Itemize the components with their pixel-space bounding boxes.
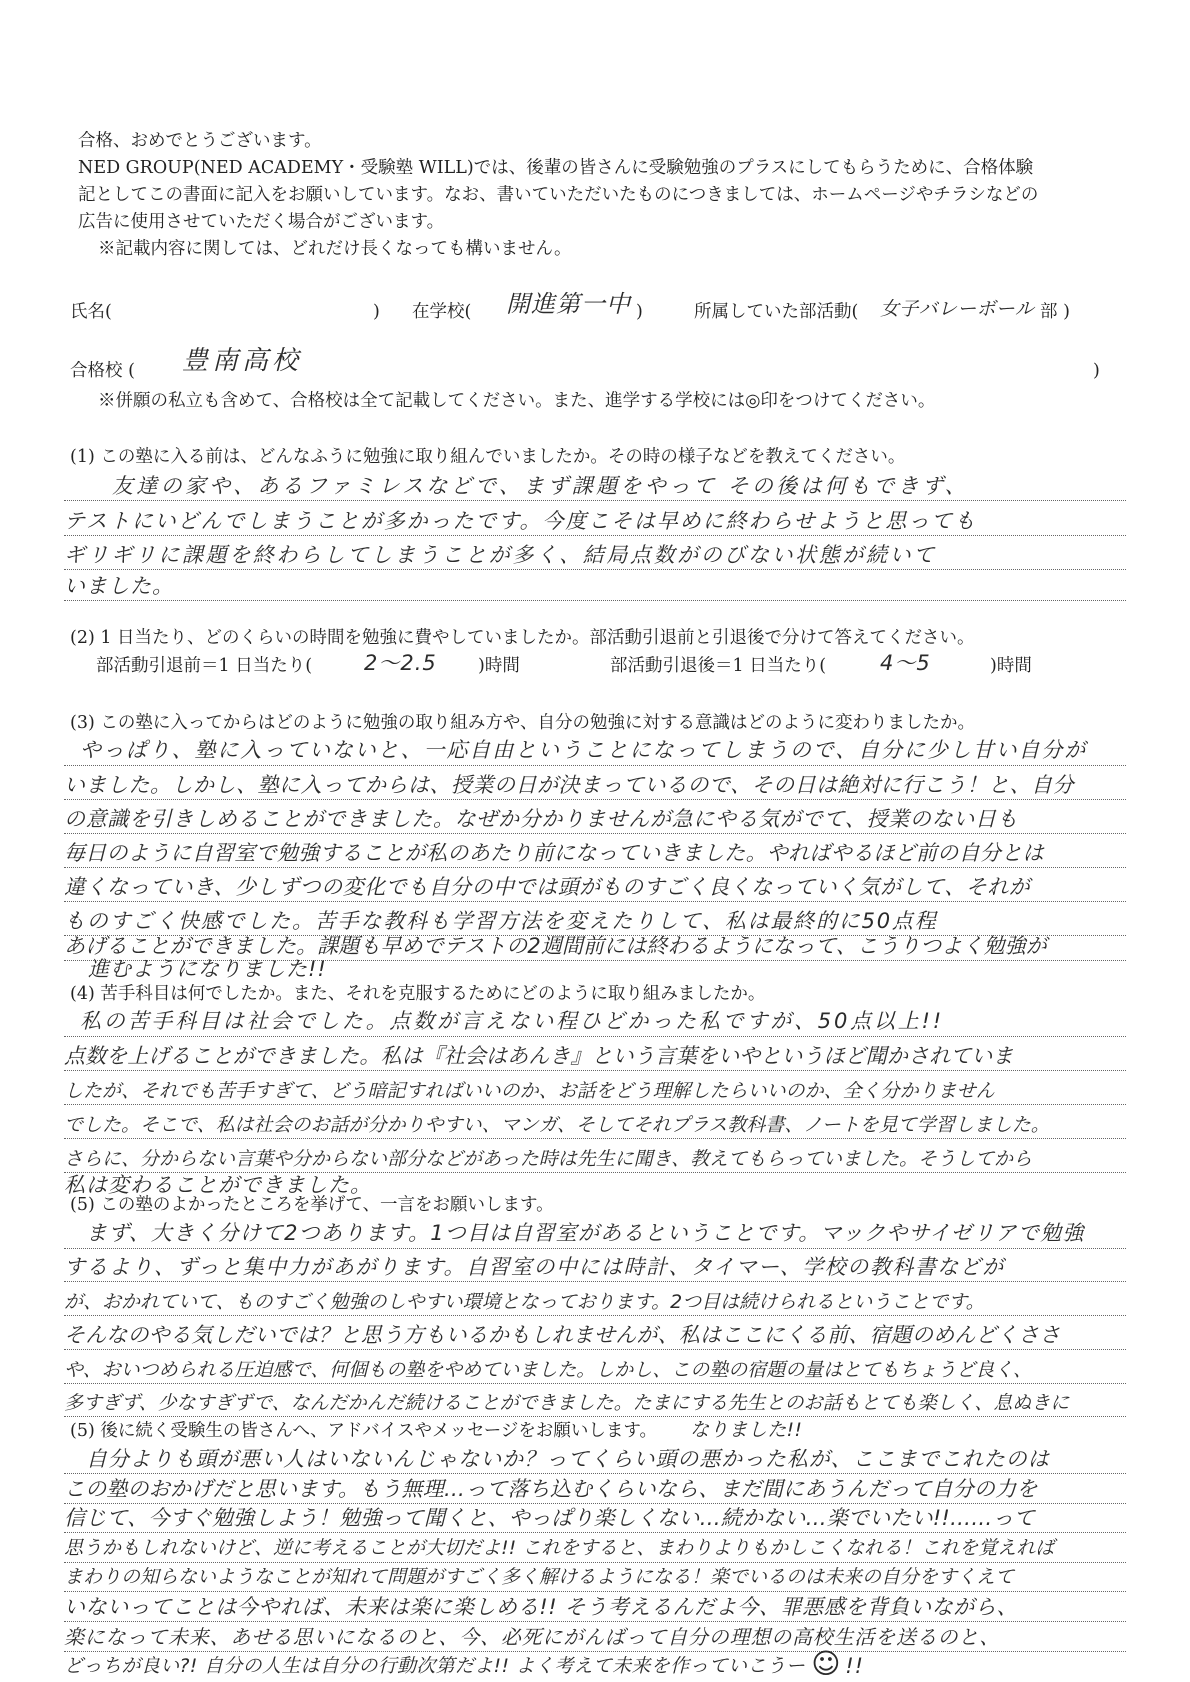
smile-face-icon: ☺ <box>811 1647 841 1681</box>
club-value[interactable]: 女子バレーボール <box>880 298 1035 320</box>
rule-line <box>64 1315 1126 1316</box>
q4-answer-line[interactable]: でした。そこで、私は社会のお話が分かりやすい、マンガ、そしてそれプラス教科書、ノートを見て学習しました。 <box>64 1114 1050 1136</box>
q5-answer-line[interactable]: まず、大きく分けて2つあります。1つ目は自習室があるということです。マックやサイゼリアで勉強 <box>86 1221 1085 1245</box>
name-close: ) <box>373 302 380 322</box>
rule-line <box>64 535 1126 536</box>
rule-line <box>64 1349 1126 1350</box>
rule-line <box>64 1138 1126 1139</box>
passed-school-value[interactable]: 豊南高校 <box>182 346 303 376</box>
q5-answer-line[interactable]: が、おかれていて、ものすごく勉強のしやすい環境となっております。2つ目は続けられるということです。 <box>64 1291 985 1313</box>
q3-answer-line[interactable]: 違くなっていき、少しずつの変化でも自分の中では頭がものすごく良くなっていく気がして、それが <box>64 875 1031 899</box>
q3-answer-line[interactable]: いました。しかし、塾に入ってからは、授業の日が決まっているので、その日は絶対に行こう！と、自分 <box>64 773 1075 797</box>
rule-line <box>64 901 1126 902</box>
club-label: 所属していた部活動( <box>694 302 859 322</box>
q6-answer-line[interactable]: どっちが良い?! 自分の人生は自分の行動次第だよ!! よく考えて未来を作っていこうー <box>64 1655 806 1678</box>
q4-answer-line[interactable]: したが、それでも苦手すぎて、どう暗記すればいいのか、お話をどう理解したらいいのか、全く分かりません <box>64 1080 995 1102</box>
after-retire-label: 部活動引退後＝1 日当たり( <box>610 656 827 676</box>
rule-line <box>64 1621 1126 1622</box>
passed-school-close: ) <box>1093 361 1100 381</box>
before-retire-unit: )時間 <box>478 656 520 676</box>
q6-answer-line[interactable]: 信じて、今すぐ勉強しよう！勉強って聞くと、やっぱり楽しくない…続かない…楽でいたい!!……って <box>64 1506 1035 1531</box>
after-retire-hours[interactable]: 4〜5 <box>880 651 931 675</box>
q6-answer-line[interactable]: 楽になって未来、あせる思いになるのと、今、必死にがんばって自分の理想の高校生活を送るのと、 <box>64 1624 1000 1649</box>
q4-answer-line[interactable]: 私の苦手科目は社会でした。点数が言えない程ひどかった私ですが、50点以上!! <box>80 1009 944 1033</box>
question-4: (4) 苦手科目は何でしたか。また、それを克服するためにどのように取り組みましたか。 <box>70 984 766 1004</box>
school-value[interactable]: 開進第一中 <box>506 290 631 318</box>
rule-line <box>64 1070 1126 1071</box>
question-1: (1) この塾に入る前は、どんなふうに勉強に取り組んでいましたか。その時の様子などを教えてください。 <box>70 447 906 467</box>
rule-line <box>64 1416 1126 1417</box>
q3-answer-line[interactable]: の意識を引きしめることができました。なぜか分かりませんが急にやる気がでて、授業のない日も <box>64 807 1019 831</box>
rule-line <box>64 600 1126 601</box>
rule-line <box>64 765 1126 766</box>
rule-line <box>64 1651 1126 1652</box>
passed-school-label: 合格校 ( <box>70 361 135 381</box>
q3-answer-line[interactable]: ものすごく快感でした。苦手な教科も学習方法を変えたりして、私は最終的に50点程 <box>64 909 938 933</box>
rule-line <box>64 799 1126 800</box>
q3-answer-line[interactable]: 進むようになりました!! <box>88 957 327 981</box>
q5-answer-line[interactable]: なりました!! <box>690 1419 803 1441</box>
club-suffix: 部 ) <box>1040 302 1070 322</box>
rule-line <box>64 1104 1126 1105</box>
rule-line <box>64 867 1126 868</box>
q6-answer-line[interactable]: いないってことは今やれば、未来は楽に楽しめる!! そう考えるんだよ今、罪悪感を背負いながら、 <box>64 1595 1019 1619</box>
q4-answer-line[interactable]: 私は変わることができました。 <box>64 1173 372 1197</box>
end-exclaim: !! <box>845 1654 865 1679</box>
question-2: (2) 1 日当たり、どのくらいの時間を勉強に費やしていましたか。部活動引退前と引退後で分けて答えてください。 <box>70 628 975 648</box>
q5-answer-line[interactable]: するより、ずっと集中力があがります。自習室の中には時計、タイマー、学校の教科書などが <box>64 1255 1005 1279</box>
q6-answer-line[interactable]: 自分よりも頭が悪い人はいないんじゃないか？ってくらい頭の悪かった私が、ここまでこれたのは <box>86 1447 1050 1471</box>
q1-answer-line[interactable]: いました。 <box>64 574 174 598</box>
q1-answer-line[interactable]: 友達の家や、あるファミレスなどで、まず課題をやって その後は何もできず、 <box>112 474 969 498</box>
rule-line <box>64 1532 1126 1533</box>
passed-school-note: ※併願の私立も含めて、合格校は全て記載してください。また、進学する学校には◎印をつけてください。 <box>98 391 936 411</box>
question-3: (3) この塾に入ってからはどのように勉強の取り組み方や、自分の勉強に対する意識はどのように変わりましたか。 <box>70 713 975 733</box>
name-label: 氏名( <box>70 302 112 322</box>
rule-line <box>64 1383 1126 1384</box>
school-label: 在学校( <box>412 302 472 322</box>
q5-answer-line[interactable]: そんなのやる気しだいでは？と思う方もいるかもしれませんが、私はここにくる前、宿題のめんどくささ <box>64 1323 1061 1347</box>
q1-answer-line[interactable]: ギリギリに課題を終わらしてしまうことが多く、結局点数がのびない状態が続いて <box>64 543 937 567</box>
q6-answer-line[interactable]: この塾のおかげだと思います。もう無理…って落ち込むくらいなら、まだ間にあうんだって自分の力を <box>64 1476 1038 1501</box>
intro-line-5: ※記載内容に関しては、どれだけ長くなっても構いません。 <box>98 239 572 259</box>
rule-line <box>64 833 1126 834</box>
intro-line-1: 合格、おめでとうございます。 <box>78 131 322 151</box>
q4-answer-line[interactable]: さらに、分からない言葉や分からない部分などがあった時は先生に聞き、教えてもらっていました。そうしてから <box>64 1148 1033 1170</box>
q3-answer-line[interactable]: 毎日のように自習室で勉強することが私のあたり前になっていきました。やればやるほど前の自分とは <box>64 841 1044 865</box>
intro-line-2: NED GROUP(NED ACADEMY・受験塾 WILL)では、後輩の皆さんに受験勉強のプラスにしてもらうために、合格体験 <box>78 158 1034 178</box>
rule-line <box>64 1248 1126 1249</box>
rule-line <box>64 1591 1126 1592</box>
before-retire-label: 部活動引退前＝1 日当たり( <box>96 656 313 676</box>
q6-answer-line[interactable]: 思うかもしれないけど、逆に考えることが大切だよ!! これをすると、まわりよりもかしこくなれる！これを覚えれば <box>64 1536 1055 1559</box>
intro-line-4: 広告に使用させていただく場合がございます。 <box>78 212 445 232</box>
after-retire-unit: )時間 <box>990 656 1032 676</box>
q1-answer-line[interactable]: テストにいどんでしまうことが多かったです。今度こそは早めに終わらせようと思っても <box>64 509 977 533</box>
q4-answer-line[interactable]: 点数を上げることができました。私は『社会はあんき』という言葉をいやというほど聞かされていま <box>64 1044 1014 1068</box>
question-6: (5) 後に続く受験生の皆さんへ、アドバイスやメッセージをお願いします。 <box>70 1421 658 1441</box>
rule-line <box>64 1473 1126 1474</box>
rule-line <box>64 1036 1126 1037</box>
rule-line <box>64 500 1126 501</box>
rule-line <box>64 1503 1126 1504</box>
document-title <box>0 66 1190 88</box>
q3-answer-line[interactable]: あげることができました。課題も早めでテストの2週間前には終わるようになって、こうりつよく勉強が <box>64 934 1047 958</box>
q6-answer-line[interactable]: まわりの知らないようなことが知れて問題がすごく多く解けるようになる！楽でいるのは未来の自分をすくえて <box>64 1566 1015 1589</box>
school-close: ) <box>636 302 643 322</box>
rule-line <box>64 1281 1126 1282</box>
q5-answer-line[interactable]: や、おいつめられる圧迫感で、何個もの塾をやめていました。しかし、この塾の宿題の量はとてもちょうど良く、 <box>64 1359 1032 1381</box>
rule-line <box>64 569 1126 570</box>
intro-line-3: 記としてこの書面に記入をお願いしています。なお、書いていただいたものにつきましては、ホームページやチラシなどの <box>78 185 1039 205</box>
before-retire-hours[interactable]: 2〜2.5 <box>364 651 437 675</box>
q5-answer-line[interactable]: 多すぎず、少なすぎずで、なんだかんだ続けることができました。たまにする先生とのお話もとても楽しく、息ぬきに <box>64 1392 1070 1414</box>
rule-line <box>64 1562 1126 1563</box>
question-5: (5) この塾のよかったところを挙げて、一言をお願いします。 <box>70 1195 554 1215</box>
q3-answer-line[interactable]: やっぱり、塾に入っていないと、一応自由ということになってしまうので、自分に少し甘い自分が <box>80 738 1088 762</box>
